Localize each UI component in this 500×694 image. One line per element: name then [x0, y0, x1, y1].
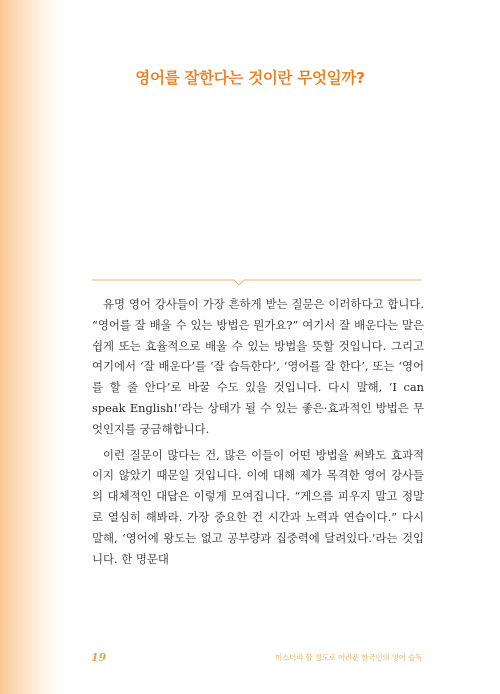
page-number: 19	[91, 651, 107, 664]
running-footer-title: 미스터리 할 정도로 어려운 한국인의 영어 습득	[275, 653, 422, 662]
paragraph: 유명 영어 강사들이 가장 흔하게 받는 질문은 이러하다고 합니다. “영어를 잘 배울 수 있는 방법은 뭔가요?” 여기서 잘 배운다는 말은 쉽게 또는 효율적으로 배울 수 있는 방법을 뜻할 것입니다. 그리고 여기에서 ‘잘 배운다’를 ‘잘 습득한다’, ‘영어를 잘 한다’, 또는 ‘영어를 할 줄 안다’로 바꿀 수도 있을 것입니다. 다시 말해, ‘I can speak English!’라는 상태가 될 수 있는 좋은·효과적인 방법은 무엇인지를 궁금해합니다.	[92, 297, 424, 436]
chapter-title: 영어를 잘한다는 것이란 무엇일까?	[135, 69, 365, 87]
body-text	[92, 294, 424, 574]
page-edge-gradient	[0, 0, 62, 694]
section-divider	[92, 277, 422, 289]
paragraph: 이런 질문이 많다는 건, 많은 이들이 어떤 방법을 써봐도 효과적이지 않았기 때문일 것입니다. 이에 대해 제가 목격한 영어 강사들의 대체적인 대답은 이렇게 모여집니다. “게으름 피우지 말고 정말로 열심히 해봐라. 가장 중요한 건 시간과 노력과 연습이다.” 다시 말해, ‘영어에 왕도는 없고 공부량과 집중력에 달려있다.’라는 것입니다. 한 명문대	[92, 447, 424, 566]
